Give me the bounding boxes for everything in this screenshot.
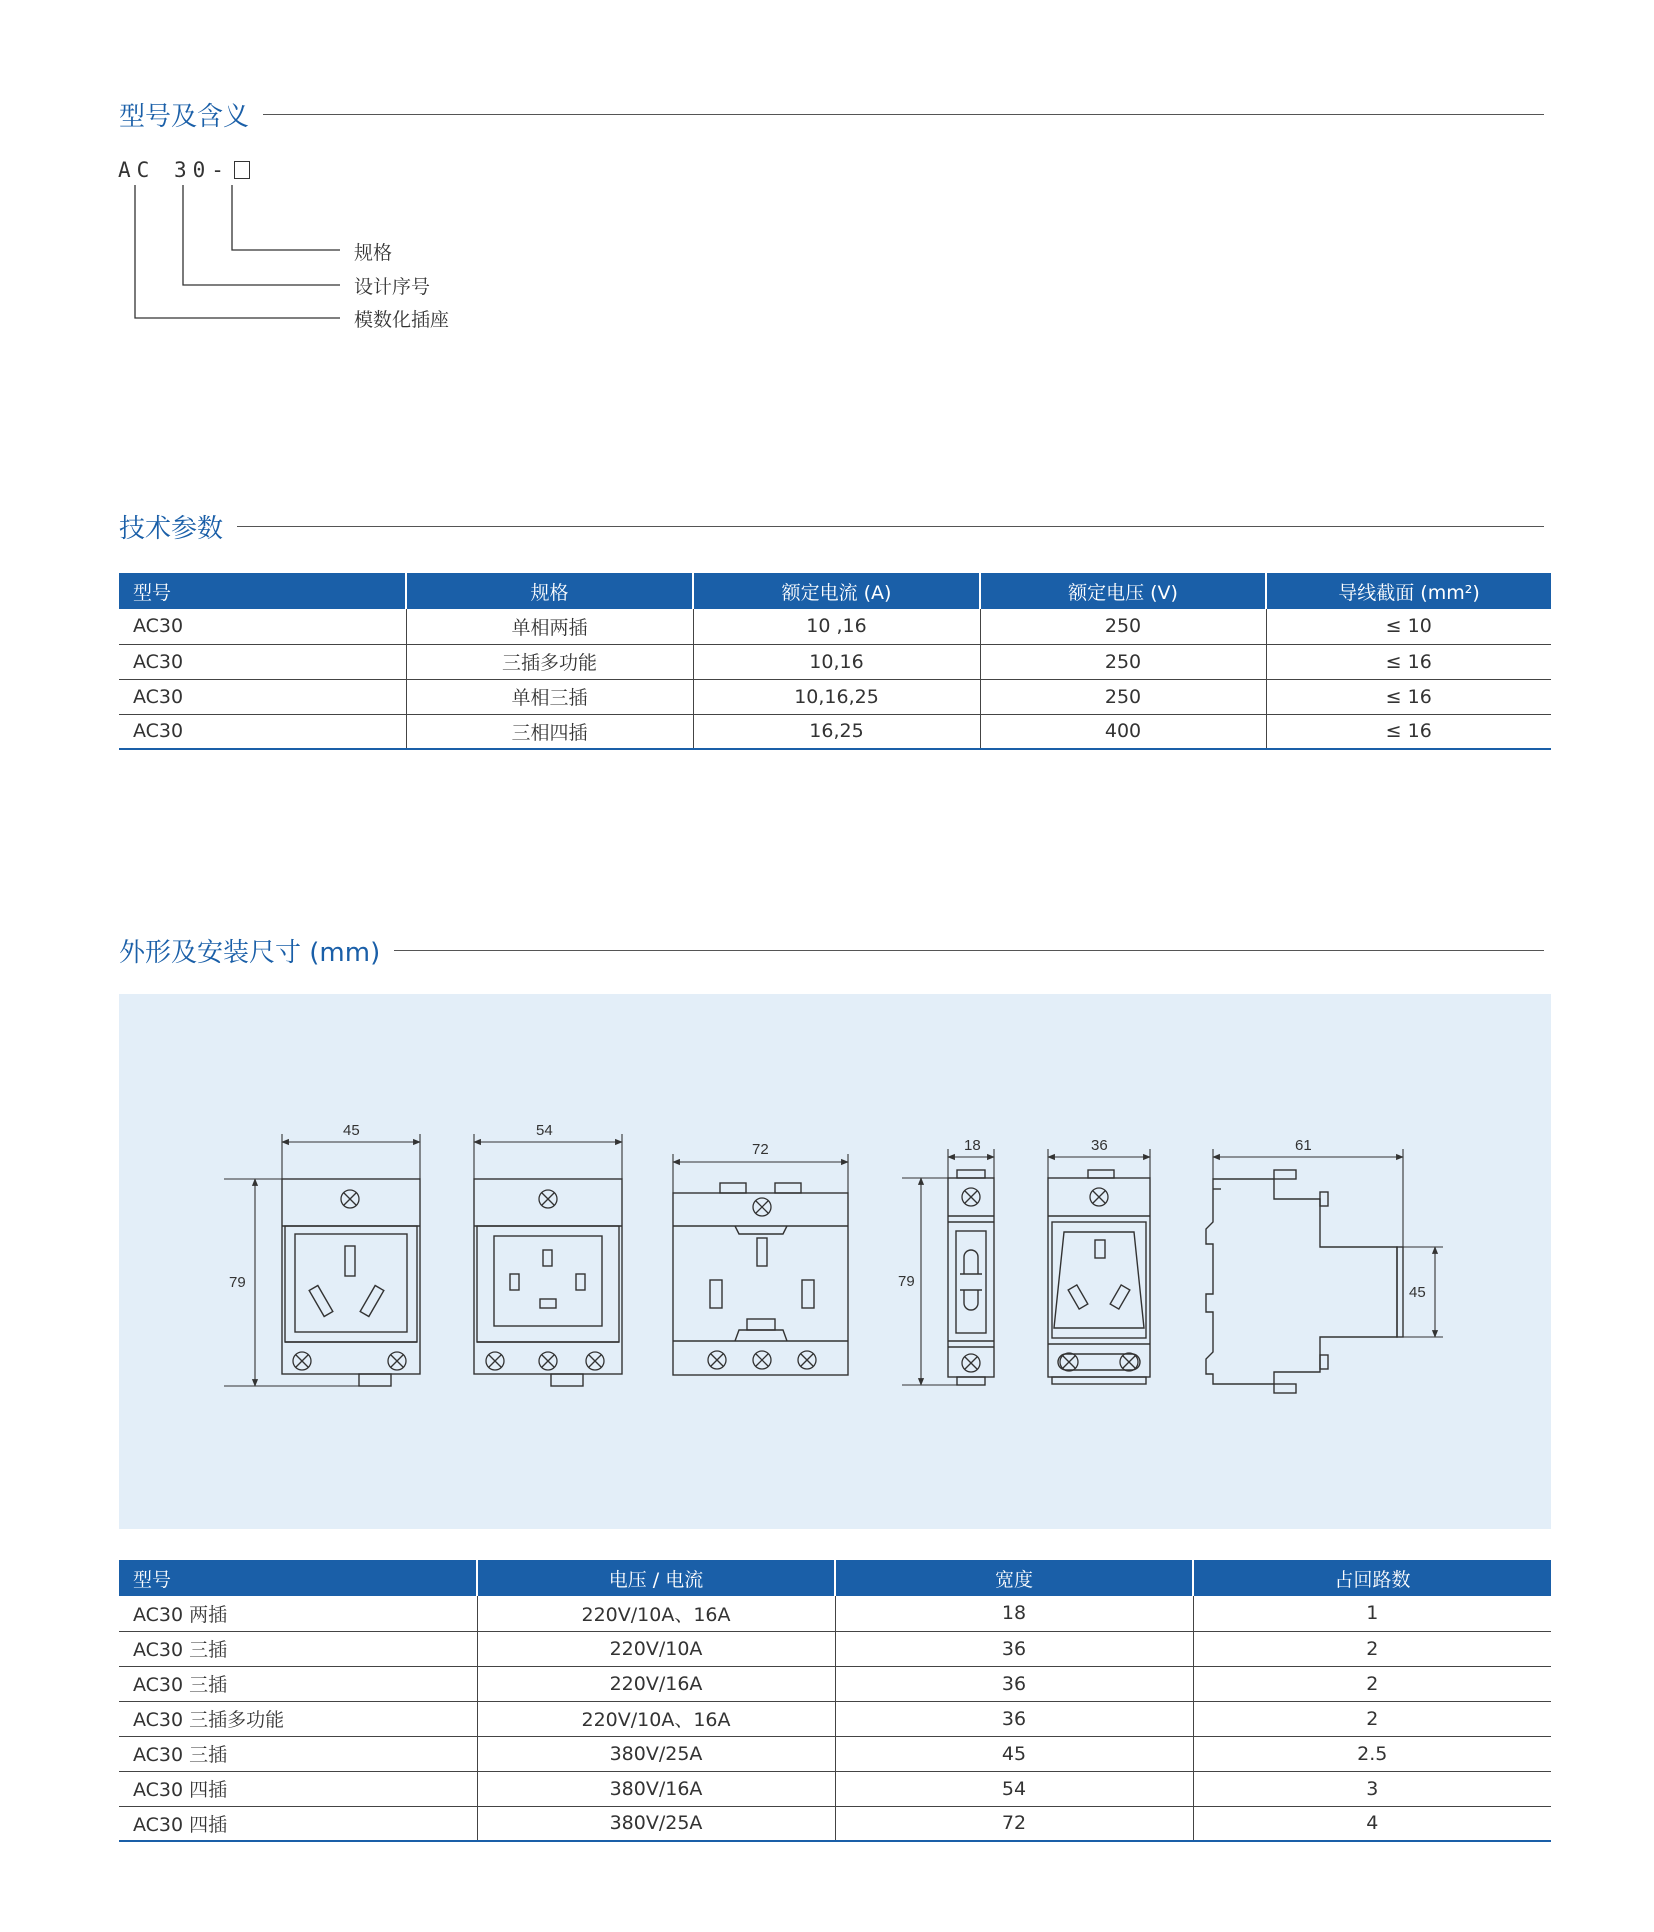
code-part-modular-socket: 模数化插座: [354, 309, 450, 331]
column-header: 型号: [119, 573, 406, 609]
section-rule: [237, 526, 1544, 527]
table-row: [119, 1806, 1551, 1841]
dim-label-width-18: 18: [964, 1137, 981, 1154]
cell: 3: [1193, 1771, 1551, 1806]
cell: ≤ 10: [1266, 609, 1551, 644]
cell: 220V/16A: [477, 1666, 835, 1701]
cell: 4: [1193, 1806, 1551, 1841]
cell: AC30: [119, 714, 406, 749]
dim-label-rail-45: 45: [1409, 1284, 1426, 1301]
cell: 380V/25A: [477, 1806, 835, 1841]
dimension-drawings: [119, 994, 1551, 1529]
cell: 单相两插: [406, 609, 693, 644]
dim-label-depth-61: 61: [1295, 1137, 1312, 1154]
device-45-dims: [224, 1134, 420, 1386]
dim-label-width-36: 36: [1091, 1137, 1108, 1154]
column-header: 电压 / 电流: [477, 1560, 835, 1596]
table-row: [119, 1631, 1551, 1666]
device-side-view-drawing: [1206, 1170, 1403, 1393]
table-row: [119, 679, 1551, 714]
column-header: 型号: [119, 1560, 477, 1596]
column-header: 额定电压 (V): [980, 573, 1266, 609]
cell: 400: [980, 714, 1266, 749]
device-36-drawing: [1048, 1170, 1150, 1384]
cell: ≤ 16: [1266, 714, 1551, 749]
cell: AC30: [119, 609, 406, 644]
table-row: [119, 1666, 1551, 1701]
cell: 18: [835, 1596, 1193, 1631]
cell: 380V/16A: [477, 1771, 835, 1806]
code-part-spec: 规格: [354, 242, 393, 264]
cell: AC30: [119, 644, 406, 679]
cell: AC30 三插多功能: [119, 1701, 477, 1736]
dimension-table: [119, 1560, 1551, 1842]
device-72-drawing: [673, 1183, 848, 1375]
cell: AC30 三插: [119, 1666, 477, 1701]
column-header: 规格: [406, 573, 693, 609]
cell: AC30 四插: [119, 1771, 477, 1806]
device-45-drawing: [282, 1179, 420, 1386]
section-title-dimensions: [119, 932, 1544, 969]
table-row: [119, 1771, 1551, 1806]
cell: 10,16: [693, 644, 980, 679]
code-part-design-no: 设计序号: [354, 276, 431, 298]
cell: AC30 三插: [119, 1631, 477, 1666]
section-title-tech: [119, 508, 1544, 545]
cell: 220V/10A、16A: [477, 1701, 835, 1736]
cell: AC30: [119, 679, 406, 714]
cell: AC30 四插: [119, 1806, 477, 1841]
device-side-view-dims: [1213, 1149, 1443, 1337]
cell: 三插多功能: [406, 644, 693, 679]
cell: 36: [835, 1701, 1193, 1736]
cell: 54: [835, 1771, 1193, 1806]
cell: 220V/10A: [477, 1631, 835, 1666]
cell: ≤ 16: [1266, 644, 1551, 679]
table-row: [119, 644, 1551, 679]
column-header: 宽度: [835, 1560, 1193, 1596]
cell: 10,16,25: [693, 679, 980, 714]
dim-label-height-79: 79: [229, 1274, 246, 1291]
device-72-dims: [673, 1154, 848, 1193]
section-rule: [394, 950, 1544, 951]
table-row: [119, 1736, 1551, 1771]
cell: 380V/25A: [477, 1736, 835, 1771]
dim-label-width-72: 72: [752, 1141, 769, 1158]
section-title-text: 技术参数: [119, 514, 224, 544]
cell: 250: [980, 679, 1266, 714]
column-header: 导线截面 (mm²): [1266, 573, 1551, 609]
table-row: [119, 609, 1551, 644]
device-54-drawing: [474, 1179, 622, 1386]
cell: 250: [980, 644, 1266, 679]
dim-label-width-45: 45: [343, 1122, 360, 1139]
spec-table: [119, 573, 1551, 750]
model-code-tree-lines: [0, 0, 1654, 340]
cell: ≤ 16: [1266, 679, 1551, 714]
cell: AC30 三插: [119, 1736, 477, 1771]
section-title-text: 外形及安装尺寸 (mm): [119, 938, 381, 968]
cell: 36: [835, 1666, 1193, 1701]
cell: 72: [835, 1806, 1193, 1841]
cell: AC30 两插: [119, 1596, 477, 1631]
model-code-prefix: AC: [118, 158, 156, 182]
cell: 45: [835, 1736, 1193, 1771]
model-code-number: 30-: [173, 158, 230, 182]
dim-label-height-79-side: 79: [898, 1273, 915, 1290]
table-row: [119, 1701, 1551, 1736]
column-header: 额定电流 (A): [693, 573, 980, 609]
cell: 2: [1193, 1666, 1551, 1701]
dim-label-width-54: 54: [536, 1122, 553, 1139]
cell: 2: [1193, 1631, 1551, 1666]
cell: 三相四插: [406, 714, 693, 749]
dimension-drawing-panel: [119, 994, 1551, 1529]
table-header-row: [119, 1560, 1551, 1596]
section-title-text: 型号及含义: [119, 102, 250, 132]
cell: 2.5: [1193, 1736, 1551, 1771]
cell: 1: [1193, 1596, 1551, 1631]
table-header-row: [119, 573, 1551, 609]
cell: 10 ,16: [693, 609, 980, 644]
cell: 单相三插: [406, 679, 693, 714]
column-header: 占回路数: [1193, 1560, 1551, 1596]
table-row: [119, 1596, 1551, 1631]
device-18-drawing: [948, 1170, 994, 1385]
cell: 250: [980, 609, 1266, 644]
device-54-dims: [474, 1134, 622, 1179]
cell: 36: [835, 1631, 1193, 1666]
cell: 220V/10A、16A: [477, 1596, 835, 1631]
cell: 2: [1193, 1701, 1551, 1736]
cell: 16,25: [693, 714, 980, 749]
table-row: [119, 714, 1551, 749]
